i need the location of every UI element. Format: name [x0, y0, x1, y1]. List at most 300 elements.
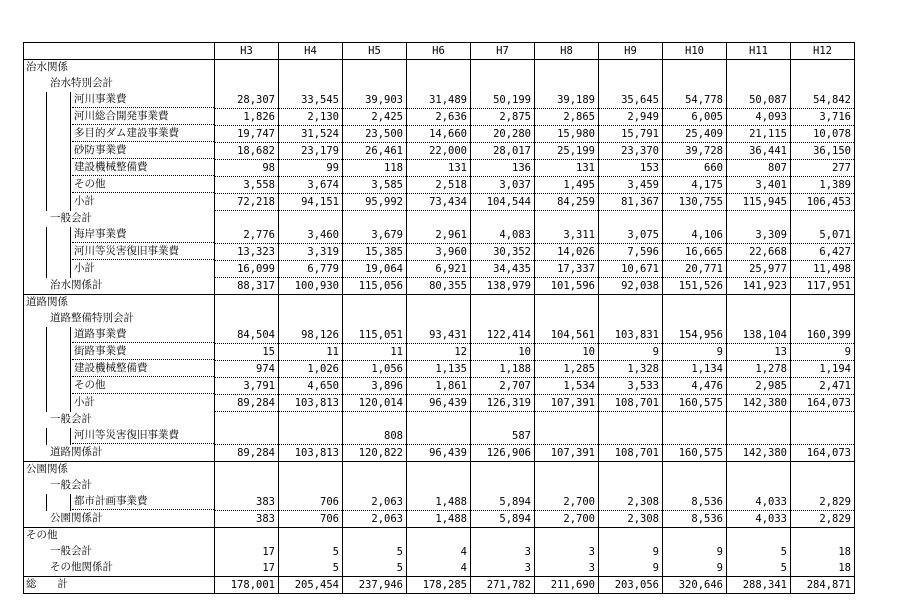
value-cell: [215, 76, 279, 92]
row-label-cell: [24, 428, 215, 445]
value-cell: 3: [471, 560, 535, 577]
value-cell: 103,831: [599, 327, 663, 344]
table-row: [24, 311, 855, 327]
value-cell: 6,779: [279, 261, 343, 278]
value-cell: [791, 478, 855, 494]
value-cell: [599, 462, 663, 479]
value-cell: 1,861: [407, 378, 471, 395]
table-row: [24, 395, 855, 412]
value-cell: [663, 478, 727, 494]
value-cell: 9: [663, 544, 727, 560]
value-cell: 103,813: [279, 445, 343, 462]
row-label: 砂防事業費: [72, 143, 214, 159]
row-label-cell: [24, 478, 215, 494]
value-cell: 108,701: [599, 395, 663, 412]
value-cell: 3,037: [471, 177, 535, 194]
value-cell: 39,189: [535, 92, 599, 109]
table-row: [24, 278, 855, 295]
value-cell: [535, 478, 599, 494]
value-cell: 2,700: [535, 511, 599, 528]
row-label-cell: [24, 92, 215, 109]
row-label-cell: [24, 361, 215, 378]
row-label-cell: [24, 412, 215, 429]
row-label: 街路事業費: [72, 344, 214, 360]
value-cell: 126,906: [471, 445, 535, 462]
value-cell: [471, 311, 535, 327]
value-cell: 141,923: [727, 278, 791, 295]
value-cell: 5: [727, 560, 791, 577]
table-row: [24, 244, 855, 261]
row-label-cell: [24, 445, 215, 462]
value-cell: 1,488: [407, 494, 471, 511]
value-cell: [791, 60, 855, 77]
value-cell: 3: [535, 560, 599, 577]
value-cell: [727, 76, 791, 92]
table-row: [24, 478, 855, 494]
row-label: 海岸事業費: [72, 227, 214, 243]
value-cell: 81,367: [599, 194, 663, 211]
value-cell: 84,259: [535, 194, 599, 211]
row-label-cell: [24, 261, 215, 278]
value-cell: 3,319: [279, 244, 343, 261]
value-cell: 50,087: [727, 92, 791, 109]
value-cell: 5,071: [791, 227, 855, 244]
value-cell: [791, 295, 855, 312]
value-cell: 89,284: [215, 445, 279, 462]
table-row: [24, 544, 855, 560]
value-cell: 10,078: [791, 126, 855, 143]
value-cell: 35,645: [599, 92, 663, 109]
value-cell: 23,179: [279, 143, 343, 160]
value-cell: [343, 528, 407, 545]
value-cell: 103,813: [279, 395, 343, 412]
value-cell: [663, 76, 727, 92]
row-label: その他: [26, 529, 58, 541]
row-label-cell: [24, 462, 215, 479]
value-cell: 9: [599, 344, 663, 361]
value-cell: 1,026: [279, 361, 343, 378]
value-cell: [471, 76, 535, 92]
row-label-cell: [24, 278, 215, 295]
value-cell: 1,285: [535, 361, 599, 378]
value-cell: 4,033: [727, 511, 791, 528]
value-cell: 11: [343, 344, 407, 361]
row-label-cell: [24, 577, 215, 594]
value-cell: 706: [279, 511, 343, 528]
value-cell: 160,575: [663, 445, 727, 462]
value-cell: 8,536: [663, 494, 727, 511]
value-cell: [663, 211, 727, 228]
value-cell: 2,425: [343, 109, 407, 126]
value-cell: 4: [407, 560, 471, 577]
value-cell: [279, 295, 343, 312]
value-cell: [215, 295, 279, 312]
value-cell: [215, 211, 279, 228]
value-cell: [407, 60, 471, 77]
table-row: [24, 126, 855, 143]
column-header: H5: [343, 43, 407, 60]
value-cell: [791, 528, 855, 545]
value-cell: 2,949: [599, 109, 663, 126]
value-cell: [791, 412, 855, 429]
row-label: 総 計: [26, 578, 68, 590]
value-cell: 808: [343, 428, 407, 445]
table-row: [24, 378, 855, 395]
value-cell: 136: [471, 160, 535, 177]
row-label-cell: [24, 311, 215, 327]
row-label: 小計: [74, 195, 95, 207]
value-cell: [471, 211, 535, 228]
value-cell: 211,690: [535, 577, 599, 594]
value-cell: 10: [471, 344, 535, 361]
value-cell: 164,073: [791, 445, 855, 462]
value-cell: [663, 528, 727, 545]
value-cell: 93,431: [407, 327, 471, 344]
value-cell: 2,518: [407, 177, 471, 194]
value-cell: 23,500: [343, 126, 407, 143]
value-cell: 18: [791, 560, 855, 577]
value-cell: [407, 528, 471, 545]
value-cell: 3,075: [599, 227, 663, 244]
value-cell: 22,000: [407, 143, 471, 160]
value-cell: 3: [535, 544, 599, 560]
value-cell: 160,575: [663, 395, 727, 412]
value-cell: 11,498: [791, 261, 855, 278]
table-row: [24, 528, 855, 545]
column-header: H12: [791, 43, 855, 60]
column-header: H4: [279, 43, 343, 60]
value-cell: 2,063: [343, 511, 407, 528]
value-cell: 1,194: [791, 361, 855, 378]
value-cell: 9: [599, 560, 663, 577]
value-cell: 2,700: [535, 494, 599, 511]
value-cell: 660: [663, 160, 727, 177]
row-label-cell: [24, 528, 215, 545]
value-cell: 3,533: [599, 378, 663, 395]
value-cell: [727, 478, 791, 494]
row-label: 河川等災害復旧事業費: [72, 428, 214, 444]
row-label: 建設機械整備費: [72, 361, 214, 377]
value-cell: [215, 60, 279, 77]
value-cell: [791, 211, 855, 228]
value-cell: 130,755: [663, 194, 727, 211]
value-cell: 107,391: [535, 445, 599, 462]
value-cell: 115,051: [343, 327, 407, 344]
table-row: [24, 76, 855, 92]
row-label: 一般会計: [50, 211, 92, 224]
value-cell: 138,979: [471, 278, 535, 295]
table-row: [24, 92, 855, 109]
value-cell: [407, 462, 471, 479]
value-cell: 26,461: [343, 143, 407, 160]
value-cell: [599, 528, 663, 545]
row-label: 小計: [74, 262, 95, 274]
table-row: [24, 344, 855, 361]
value-cell: 120,014: [343, 395, 407, 412]
value-cell: [535, 412, 599, 429]
value-cell: 28,307: [215, 92, 279, 109]
row-label-cell: [24, 227, 215, 244]
value-cell: 5: [279, 560, 343, 577]
value-cell: 2,829: [791, 494, 855, 511]
value-cell: [343, 60, 407, 77]
row-label-cell: [24, 143, 215, 160]
value-cell: [471, 478, 535, 494]
value-cell: 1,389: [791, 177, 855, 194]
row-label-cell: [24, 177, 215, 194]
value-cell: 178,001: [215, 577, 279, 594]
value-cell: 3,558: [215, 177, 279, 194]
value-cell: 3,459: [599, 177, 663, 194]
value-cell: 2,985: [727, 378, 791, 395]
value-cell: 89,284: [215, 395, 279, 412]
value-cell: 3,311: [535, 227, 599, 244]
value-cell: 13: [727, 344, 791, 361]
value-cell: [343, 76, 407, 92]
value-cell: 3,896: [343, 378, 407, 395]
value-cell: 284,871: [791, 577, 855, 594]
value-cell: [727, 295, 791, 312]
value-cell: [279, 428, 343, 445]
row-label: 一般会計: [50, 412, 92, 425]
row-label-cell: [24, 160, 215, 177]
row-label: 河川等災害復旧事業費: [72, 244, 214, 260]
value-cell: 107,391: [535, 395, 599, 412]
header-row: [24, 43, 855, 60]
value-cell: [535, 462, 599, 479]
value-cell: [663, 428, 727, 445]
row-label-cell: [24, 378, 215, 395]
value-cell: [727, 311, 791, 327]
value-cell: [343, 311, 407, 327]
column-header: H11: [727, 43, 791, 60]
value-cell: 92,038: [599, 278, 663, 295]
value-cell: 15,791: [599, 126, 663, 143]
value-cell: 88,317: [215, 278, 279, 295]
value-cell: 7,596: [599, 244, 663, 261]
row-label: その他: [72, 177, 214, 193]
value-cell: 39,728: [663, 143, 727, 160]
value-cell: [215, 412, 279, 429]
row-label: 道路事業費: [72, 327, 214, 343]
value-cell: 3,585: [343, 177, 407, 194]
table-row: [24, 261, 855, 278]
value-cell: 54,778: [663, 92, 727, 109]
row-label: 建設機械整備費: [72, 160, 214, 176]
value-cell: 1,056: [343, 361, 407, 378]
row-label-cell: [24, 344, 215, 361]
row-label: 多目的ダム建設事業費: [72, 126, 214, 142]
value-cell: [791, 428, 855, 445]
table-row: [24, 494, 855, 511]
value-cell: 3,401: [727, 177, 791, 194]
value-cell: [407, 295, 471, 312]
value-cell: 131: [535, 160, 599, 177]
value-cell: 18,682: [215, 143, 279, 160]
value-cell: 19,064: [343, 261, 407, 278]
column-header: H3: [215, 43, 279, 60]
column-header: H10: [663, 43, 727, 60]
value-cell: 18: [791, 544, 855, 560]
table-row: [24, 160, 855, 177]
value-cell: [407, 478, 471, 494]
value-cell: [471, 295, 535, 312]
row-label-cell: [24, 109, 215, 126]
value-cell: 2,865: [535, 109, 599, 126]
value-cell: 20,771: [663, 261, 727, 278]
value-cell: [279, 60, 343, 77]
value-cell: 142,380: [727, 445, 791, 462]
value-cell: 25,409: [663, 126, 727, 143]
row-label: 道路関係計: [50, 445, 103, 458]
value-cell: 5,894: [471, 494, 535, 511]
table-row: [24, 511, 855, 528]
value-cell: 15: [215, 344, 279, 361]
value-cell: [535, 295, 599, 312]
value-cell: [343, 462, 407, 479]
value-cell: 1,328: [599, 361, 663, 378]
table-row: [24, 445, 855, 462]
table-row: [24, 194, 855, 211]
row-label: 治水特別会計: [50, 77, 113, 89]
value-cell: 15,385: [343, 244, 407, 261]
value-cell: 5: [279, 544, 343, 560]
value-cell: 151,526: [663, 278, 727, 295]
value-cell: [215, 428, 279, 445]
value-cell: [727, 428, 791, 445]
value-cell: 383: [215, 494, 279, 511]
value-cell: [279, 462, 343, 479]
value-cell: 12: [407, 344, 471, 361]
row-label-cell: [24, 511, 215, 528]
value-cell: 33,545: [279, 92, 343, 109]
value-cell: 3: [471, 544, 535, 560]
value-cell: 99: [279, 160, 343, 177]
value-cell: 15,980: [535, 126, 599, 143]
value-cell: [343, 412, 407, 429]
table-row: [24, 177, 855, 194]
value-cell: [599, 428, 663, 445]
value-cell: 98: [215, 160, 279, 177]
row-label: 一般会計: [50, 545, 92, 557]
row-label-cell: [24, 327, 215, 344]
value-cell: 96,439: [407, 395, 471, 412]
value-cell: 4,650: [279, 378, 343, 395]
value-cell: 9: [791, 344, 855, 361]
value-cell: [599, 412, 663, 429]
value-cell: 2,707: [471, 378, 535, 395]
value-cell: 14,026: [535, 244, 599, 261]
value-cell: [407, 428, 471, 445]
table-row: [24, 412, 855, 429]
value-cell: 706: [279, 494, 343, 511]
row-label-cell: [24, 60, 215, 77]
value-cell: 1,135: [407, 361, 471, 378]
value-cell: 4,476: [663, 378, 727, 395]
value-cell: 2,063: [343, 494, 407, 511]
value-cell: 11: [279, 344, 343, 361]
row-label: 道路関係: [26, 296, 68, 308]
value-cell: [535, 311, 599, 327]
row-label: 治水関係: [26, 61, 68, 73]
value-cell: 73,434: [407, 194, 471, 211]
table-row: [24, 211, 855, 228]
value-cell: [343, 295, 407, 312]
row-label-cell: [24, 560, 215, 577]
row-label: 道路整備特別会計: [50, 312, 134, 324]
value-cell: 17,337: [535, 261, 599, 278]
value-cell: 4: [407, 544, 471, 560]
value-cell: 122,414: [471, 327, 535, 344]
value-cell: [279, 211, 343, 228]
row-label: 河川事業費: [72, 92, 214, 108]
value-cell: 2,636: [407, 109, 471, 126]
row-label: 河川総合開発事業費: [72, 109, 214, 125]
row-label-cell: [24, 76, 215, 92]
value-cell: [215, 528, 279, 545]
value-cell: [279, 76, 343, 92]
header-corner-cell: [24, 43, 215, 60]
value-cell: 80,355: [407, 278, 471, 295]
value-cell: 50,199: [471, 92, 535, 109]
value-cell: 100,930: [279, 278, 343, 295]
row-label-cell: [24, 211, 215, 228]
value-cell: [599, 76, 663, 92]
table-row: [24, 227, 855, 244]
row-label: 公園関係: [26, 463, 68, 475]
value-cell: 9: [663, 560, 727, 577]
value-cell: 25,199: [535, 143, 599, 160]
value-cell: 1,534: [535, 378, 599, 395]
value-cell: [535, 428, 599, 445]
value-cell: 16,099: [215, 261, 279, 278]
value-cell: [215, 462, 279, 479]
value-cell: [599, 295, 663, 312]
value-cell: [215, 478, 279, 494]
value-cell: 104,544: [471, 194, 535, 211]
value-cell: 17: [215, 544, 279, 560]
value-cell: [535, 60, 599, 77]
value-cell: 138,104: [727, 327, 791, 344]
table-row: [24, 462, 855, 479]
value-cell: 3,960: [407, 244, 471, 261]
value-cell: 4,175: [663, 177, 727, 194]
value-cell: [663, 412, 727, 429]
value-cell: [471, 60, 535, 77]
table-row: [24, 60, 855, 77]
value-cell: [279, 412, 343, 429]
value-cell: 84,504: [215, 327, 279, 344]
value-cell: [663, 462, 727, 479]
table-row: [24, 143, 855, 160]
value-cell: [407, 76, 471, 92]
value-cell: 178,285: [407, 577, 471, 594]
value-cell: [663, 295, 727, 312]
value-cell: 9: [599, 544, 663, 560]
value-cell: 131: [407, 160, 471, 177]
value-cell: 115,056: [343, 278, 407, 295]
value-cell: 94,151: [279, 194, 343, 211]
value-cell: 203,056: [599, 577, 663, 594]
value-cell: 108,701: [599, 445, 663, 462]
value-cell: 6,921: [407, 261, 471, 278]
row-label-cell: [24, 295, 215, 312]
value-cell: [535, 76, 599, 92]
value-cell: [599, 211, 663, 228]
row-label: その他関係計: [50, 561, 113, 573]
value-cell: 974: [215, 361, 279, 378]
row-label: 公園関係計: [50, 511, 103, 524]
